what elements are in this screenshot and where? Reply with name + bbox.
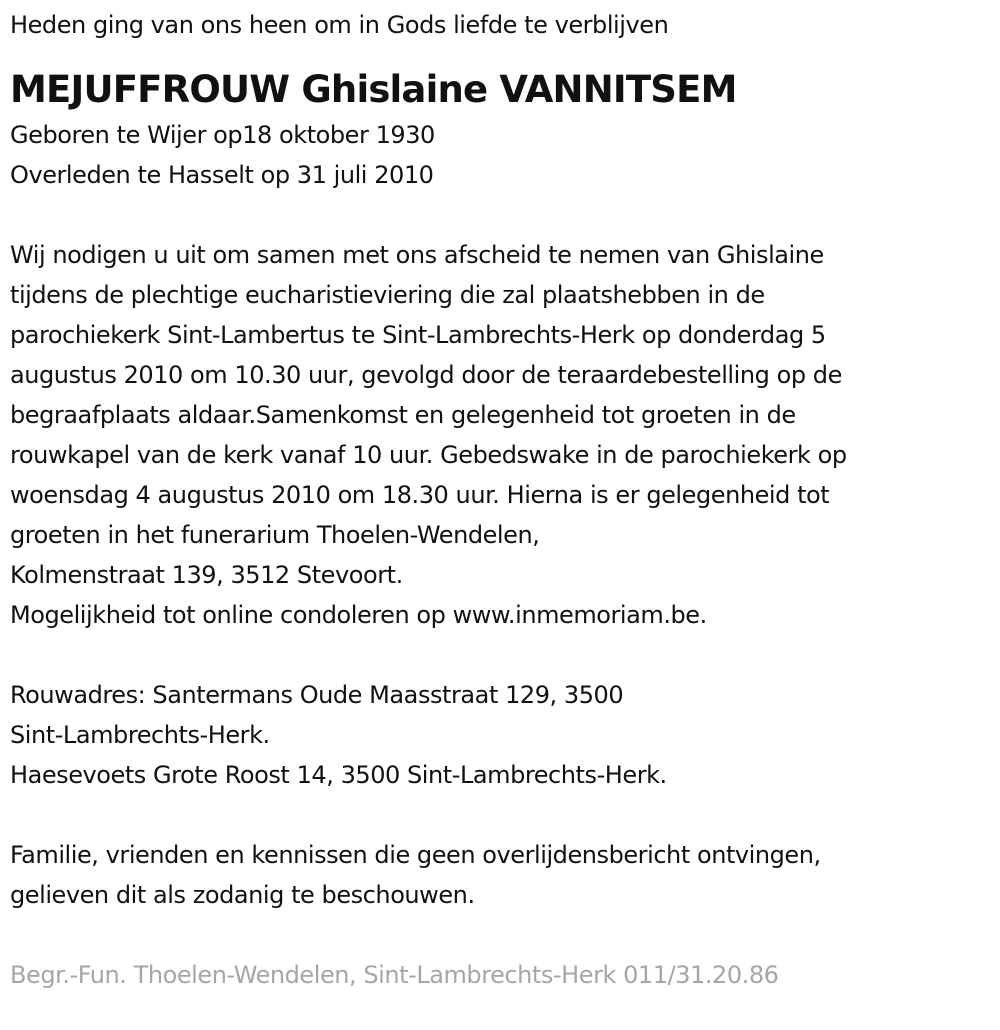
spacer [10,195,985,235]
invitation-line: Mogelijkheid tot online condoleren op www.inmemoriam.be. [10,601,707,629]
invitation-line: parochiekerk Sint-Lambertus te Sint-Lambrechts-Herk op donderdag 5 [10,321,826,349]
address-line: Haesevoets Grote Roost 14, 3500 Sint-Lambrechts-Herk. [10,761,667,789]
intro-text: Heden ging van ons heen om in Gods liefde te verblijven [10,11,669,39]
invitation-paragraph [10,235,985,635]
invitation-line: begraafplaats aldaar.Samenkomst en gelegenheid tot groeten in de [10,401,796,429]
invitation-line: groeten in het funerarium Thoelen-Wendelen, [10,521,540,549]
invitation-line: augustus 2010 om 10.30 uur, gevolgd door de teraardebestelling op de [10,361,842,389]
death-line: Overleden te Hasselt op 31 juli 2010 [10,161,434,189]
invitation-line: woensdag 4 augustus 2010 om 18.30 uur. Hierna is er gelegenheid tot [10,481,830,509]
funeral-home-footer: Begr.-Fun. Thoelen-Wendelen, Sint-Lambrechts-Herk 011/31.20.86 [10,961,779,989]
invitation-line: Kolmenstraat 139, 3512 Stevoort. [10,561,403,589]
invitation-line: Wij nodigen u uit om samen met ons afscheid te nemen van Ghislaine [10,241,824,269]
deceased-name: MEJUFFROUW Ghislaine VANNITSEM [10,68,737,111]
address-line: Rouwadres: Santermans Oude Maasstraat 129, 3500 [10,681,624,709]
address-line: Sint-Lambrechts-Herk. [10,721,270,749]
invitation-line: tijdens de plechtige eucharistieviering die zal plaatshebben in de [10,281,765,309]
spacer [10,915,985,955]
family-line: gelieven dit als zodanig te beschouwen. [10,881,475,909]
family-line: Familie, vrienden en kennissen die geen overlijdensbericht ontvingen, [10,841,821,869]
spacer [10,635,985,675]
birth-line: Geboren te Wijer op18 oktober 1930 [10,121,435,149]
obituary-notice [10,6,985,995]
spacer [10,795,985,835]
family-notice [10,835,985,915]
invitation-line: rouwkapel van de kerk vanaf 10 uur. Gebedswake in de parochiekerk op [10,441,847,469]
mourning-address [10,675,985,795]
